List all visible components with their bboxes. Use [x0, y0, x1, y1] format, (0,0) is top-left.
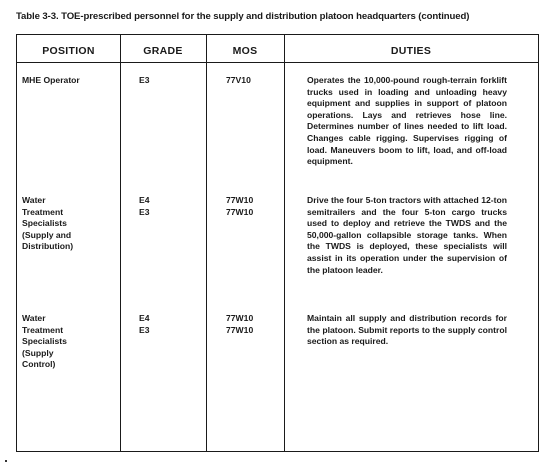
- row3-position: Water Treatment Specialists (Supply Control): [22, 313, 67, 370]
- header-grade: GRADE: [143, 45, 183, 57]
- row1-position: MHE Operator: [22, 75, 80, 85]
- row2-duties: Drive the four 5-ton tractors with attached 12-ton semitrailers and the four 5-ton cargo trucks used to deploy and retrieve the TWDS and the 50,000-gallon collapsible storage tanks. When the TWDS is deployed, these specialists will assist in its operation under the supervision of the platoon leader.: [307, 195, 507, 275]
- scan-speck: [5, 460, 7, 462]
- column-divider: [120, 35, 121, 451]
- row2-grade: E4 E3: [139, 195, 150, 217]
- header-mos: MOS: [232, 45, 258, 57]
- row3-mos: 77W10 77W10: [226, 313, 254, 335]
- row1-mos: 77V10: [226, 75, 251, 85]
- row1-grade: E3: [139, 75, 150, 85]
- column-divider: [206, 35, 207, 451]
- table-caption: Table 3-3. TOE-prescribed personnel for the supply and distribution platoon headquarters (continued): [16, 11, 470, 22]
- personnel-table: [16, 34, 539, 452]
- row2-mos: 77W10 77W10: [226, 195, 254, 217]
- header-duties: DUTIES: [390, 45, 432, 57]
- header-position: POSITION: [42, 45, 95, 57]
- column-divider: [284, 35, 285, 451]
- row3-duties: Maintain all supply and distribution records for the platoon. Submit reports to the supply control section as required.: [307, 313, 507, 347]
- row1-duties: Operates the 10,000-pound rough-terrain forklift trucks used in loading and unloading heavy equipment and supplies in support of platoon operations. Lays and retrieves hose line. Determines number of lines needed to lift load. Changes cable rigging. Supervises rigging of load. Maneuvers boom to lift, load, and off-load equipment.: [307, 75, 507, 167]
- row3-grade: E4 E3: [139, 313, 150, 335]
- header-divider: [17, 62, 538, 63]
- row2-position: Water Treatment Specialists (Supply and Distribution): [22, 195, 74, 252]
